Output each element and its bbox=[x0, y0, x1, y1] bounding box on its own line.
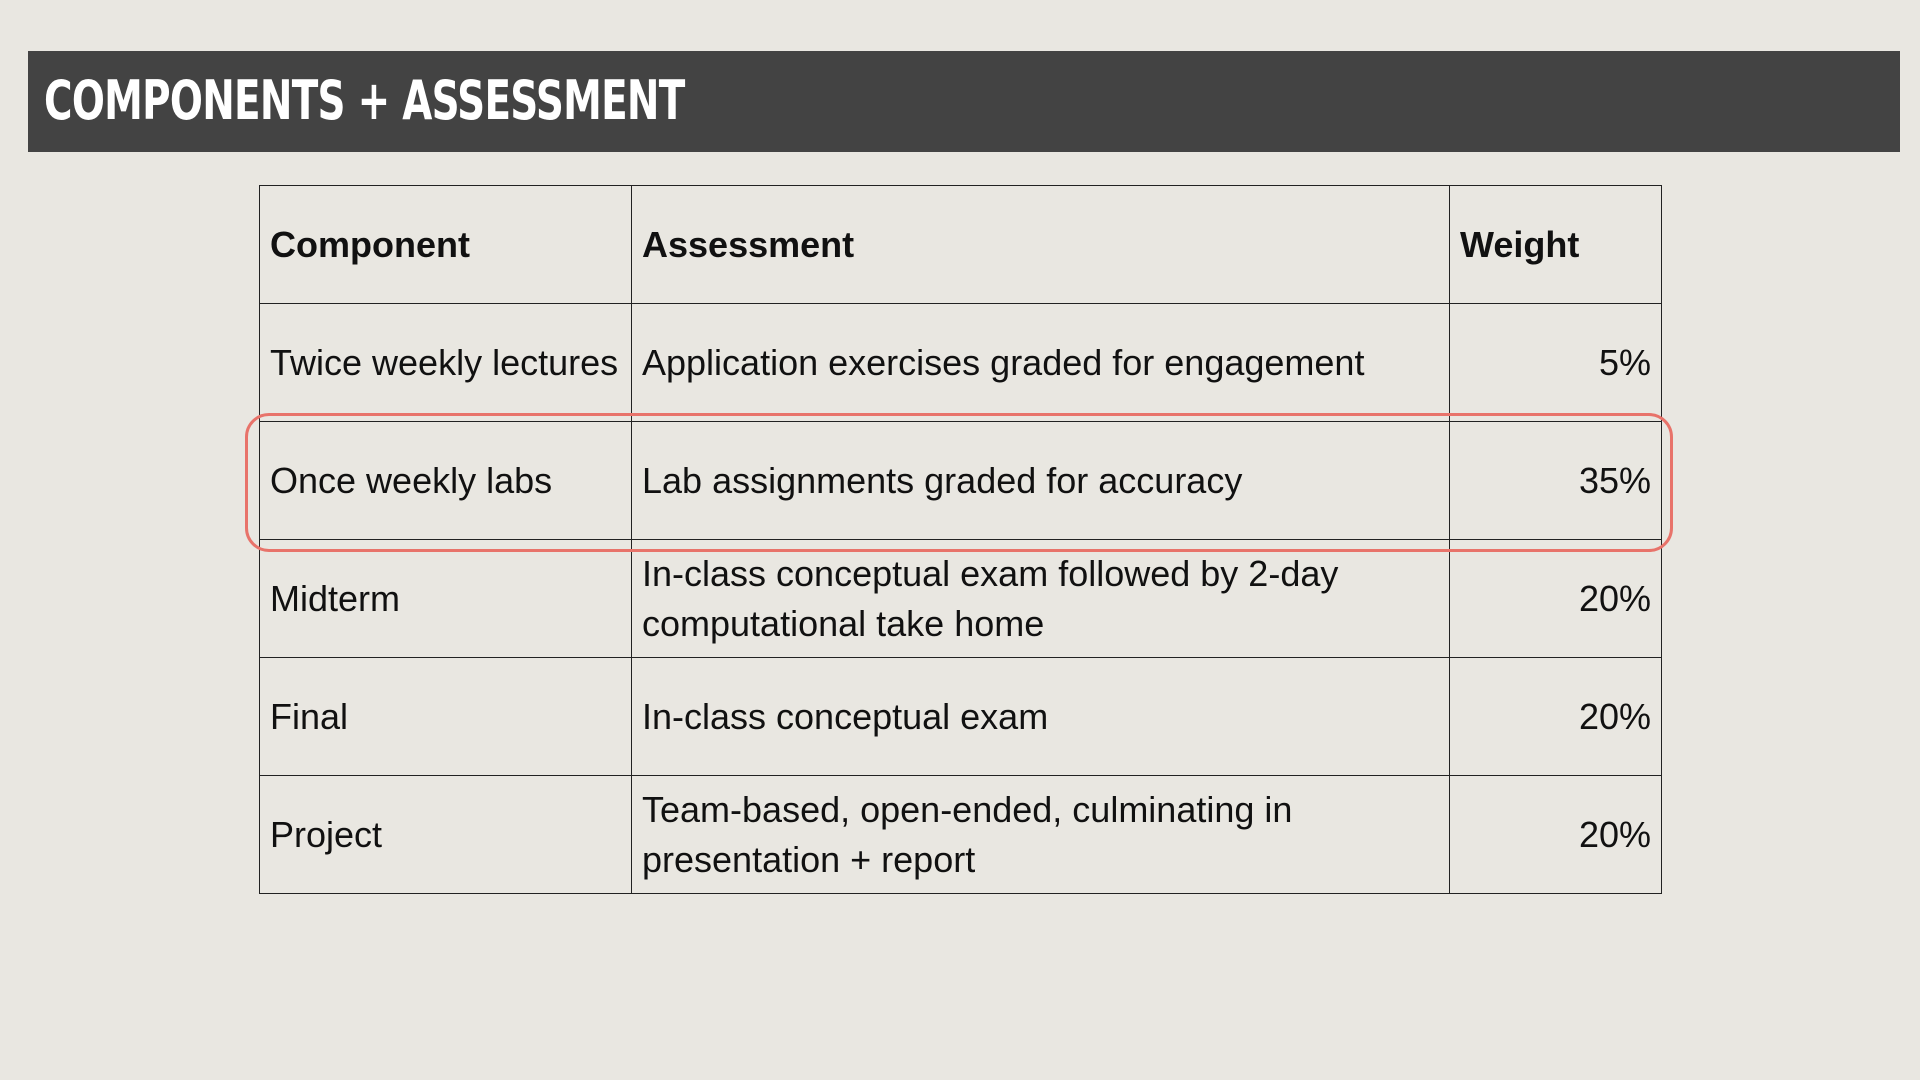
cell-weight: 20% bbox=[1450, 658, 1662, 776]
table-row bbox=[260, 658, 1662, 776]
cell-component: Project bbox=[260, 776, 632, 894]
table-row-highlighted bbox=[260, 422, 1662, 540]
cell-weight: 20% bbox=[1450, 540, 1662, 658]
cell-component: Once weekly labs bbox=[260, 422, 632, 540]
header-component: Component bbox=[260, 186, 632, 304]
cell-weight: 20% bbox=[1450, 776, 1662, 894]
table-row bbox=[260, 540, 1662, 658]
table-row bbox=[260, 776, 1662, 894]
header-weight: Weight bbox=[1450, 186, 1662, 304]
cell-assessment: In-class conceptual exam followed by 2-day computational take home bbox=[632, 540, 1450, 658]
cell-assessment: Application exercises graded for engagement bbox=[632, 304, 1450, 422]
table-row bbox=[260, 304, 1662, 422]
cell-assessment: Lab assignments graded for accuracy bbox=[632, 422, 1450, 540]
table-header-row bbox=[260, 186, 1662, 304]
cell-component: Final bbox=[260, 658, 632, 776]
header-assessment: Assessment bbox=[632, 186, 1450, 304]
cell-weight: 35% bbox=[1450, 422, 1662, 540]
cell-component: Twice weekly lectures bbox=[260, 304, 632, 422]
assessment-table bbox=[259, 185, 1662, 894]
title-bar bbox=[28, 51, 1900, 152]
slide-title: COMPONENTS + ASSESSMENT bbox=[44, 69, 685, 132]
cell-assessment: Team-based, open-ended, culminating in presentation + report bbox=[632, 776, 1450, 894]
cell-assessment: In-class conceptual exam bbox=[632, 658, 1450, 776]
cell-component: Midterm bbox=[260, 540, 632, 658]
cell-weight: 5% bbox=[1450, 304, 1662, 422]
